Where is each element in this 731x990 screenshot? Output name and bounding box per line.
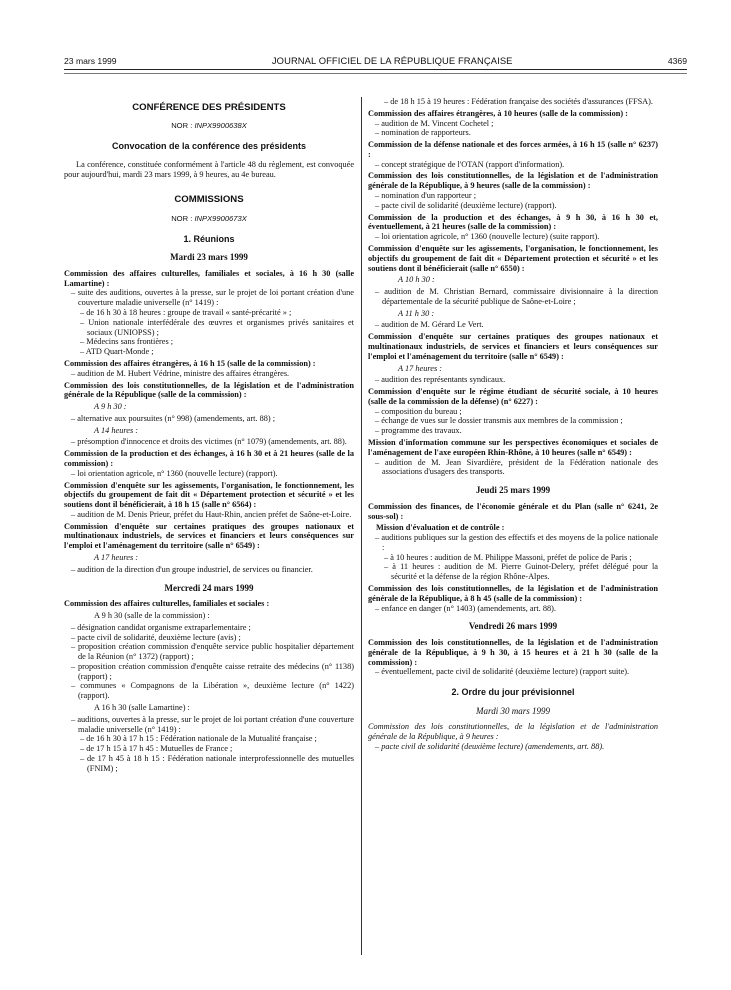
conference-title: CONFÉRENCE DES PRÉSIDENTS <box>132 102 286 113</box>
item-list <box>368 375 658 385</box>
time-heading <box>368 364 658 374</box>
commission-heading <box>368 638 658 667</box>
list-item: – pacte civil de solidarité (deuxième lecture) (rapport). <box>368 201 658 211</box>
item-list <box>368 320 658 330</box>
page-number: 4369 <box>667 56 687 66</box>
time-heading <box>64 426 354 436</box>
list-item: – composition du bureau ; <box>368 407 658 417</box>
commission-name: Commission des affaires étrangères, à 10 heures (salle de la commission) : <box>368 108 628 118</box>
item-list <box>368 407 658 436</box>
nor-label: NOR : <box>171 121 193 131</box>
list-item: – nomination de rapporteurs. <box>368 128 658 138</box>
list-item: – proposition création commission d'enquête caisse retraite des médecins (n° 1138) (rapport) ; <box>64 662 354 682</box>
commission-heading <box>64 381 354 401</box>
list-item: – audition de M. Christian Bernard, commissaire divisionnaire à la direction départementale de la sécurité publique de Saône-et-Loire ; <box>368 287 658 307</box>
time-heading <box>64 402 354 412</box>
column-divider <box>361 97 362 955</box>
list-item: – de 17 h 45 à 18 h 15 : Fédération nationale interprofessionnelle des mutuelles (FNIM) ; <box>64 754 354 774</box>
commissions-title: COMMISSIONS <box>174 194 244 206</box>
list-item: – Union nationale interfédérale des œuvres et organismes privés sanitaires et sociaux (UNIOPSS) ; <box>64 318 354 338</box>
list-item: – nomination d'un rapporteur ; <box>368 191 658 201</box>
section-ordre-du-jour: 2. Ordre du jour prévisionnel <box>451 687 575 698</box>
commission-name: Commission d'enquête sur les agissements, l'organisation, le fonctionnement, les objectifs du groupement de fait dit « Département protection et sécurité » et les soutiens dont il bénéficierait (salle n° 6550) : <box>368 243 658 273</box>
time-label: A 17 heures : <box>94 553 139 563</box>
list-item: – de 18 h 15 à 19 heures : Fédération française des sociétés d'assurances (FFSA). <box>368 97 658 107</box>
list-item: – concept stratégique de l'OTAN (rapport d'information). <box>368 160 658 170</box>
commission-heading <box>368 171 658 191</box>
convocation-title: Convocation de la conférence des présidents <box>111 141 307 152</box>
commission-name: Commission des lois constitutionnelles, de la législation et de l'administration générale de la République (salle de la commission) : <box>64 380 354 400</box>
commission-name: Commission des lois constitutionnelles, de la législation et de l'administration générale de la République, à 9 h 30, à 15 heures et à 21 h 30 (salle de la commission) : <box>368 637 658 667</box>
commission-name: Commission d'enquête sur le régime étudiant de sécurité sociale, à 10 heures (salle de la commission de la défense) (n° 6227) : <box>368 387 658 406</box>
commission-name: Commission des lois constitutionnelles, de la législation et de l'administration générale de la République, à 9 heures (salle de la commission) : <box>368 171 658 191</box>
item-list <box>368 287 658 307</box>
list-item: – éventuellement, pacte civil de solidarité (deuxième lecture) (rapport suite). <box>368 667 658 677</box>
commissions-nor <box>64 215 354 224</box>
item-list <box>64 414 354 424</box>
time-heading: A 9 h 30 (salle de la commission) : <box>94 610 210 620</box>
commission-name: Commission des affaires culturelles, familiales et sociales, à 16 h 30 (salle Lamartine) : <box>64 268 354 288</box>
list-item: – de 16 h 30 à 17 h 15 : Fédération nationale de la Mutualité française ; <box>64 734 354 744</box>
commission-heading <box>368 140 658 160</box>
mission-name: Mission d'évaluation et de contrôle : <box>376 523 505 533</box>
item-list <box>368 533 658 582</box>
time-label: A 9 h 30 : <box>94 402 127 412</box>
time-label: A 11 h 30 : <box>398 308 435 318</box>
item-list <box>64 715 354 774</box>
commission-heading <box>64 269 354 289</box>
right-column <box>368 97 658 752</box>
item-list <box>368 97 658 107</box>
nor-code: INPX9900638X <box>194 121 247 131</box>
list-item: – désignation candidat organisme extraparlementaire ; <box>64 623 354 633</box>
commission-heading <box>368 438 658 458</box>
convocation-text: La conférence, constituée conformément à l'article 48 du règlement, est convoquée pour aujourd'hui, mardi 23 mars 1999, à 9 heures, au 4e bureau. <box>64 159 354 179</box>
commission-heading <box>368 502 658 522</box>
list-item: – enfance en danger (n° 1403) (amendements, art. 88). <box>368 604 658 614</box>
item-list <box>64 437 354 447</box>
list-item: – pacte civil de solidarité, deuxième lecture (avis) ; <box>64 633 354 643</box>
list-item: – de 17 h 15 à 17 h 45 : Mutuelles de France ; <box>64 744 354 754</box>
list-item: – à 10 heures : audition de M. Philippe Massoni, préfet de police de Paris ; <box>368 553 658 563</box>
list-item: – audition de M. Vincent Cochetel ; <box>368 119 658 129</box>
item-list <box>368 604 658 614</box>
list-item: – auditions publiques sur la gestion des effectifs et des moyens de la police nationale : <box>368 533 658 553</box>
commission-heading: Commission des lois constitutionnelles, de la législation et de l'administration générale de la République, à 9 heures : <box>368 722 658 742</box>
left-column <box>64 97 354 773</box>
header-rule <box>64 69 687 74</box>
item-list <box>64 623 354 701</box>
commission-name: Commission des finances, de l'économie générale et du Plan (salle n° 6241, 2e sous-sol) : <box>368 501 658 521</box>
commission-heading <box>368 244 658 273</box>
list-item: – audition des représentants syndicaux. <box>368 375 658 385</box>
list-item: – ATD Quart-Monde ; <box>64 347 354 357</box>
item-list <box>368 667 658 677</box>
list-item: – suite des auditions, ouvertes à la presse, sur le projet de loi portant création d'une couverture maladie universelle (n° 1419) : <box>64 288 354 308</box>
time-heading <box>368 275 658 285</box>
item-list <box>368 742 658 752</box>
list-item: – échange de vues sur le dossier transmis aux membres de la commission ; <box>368 416 658 426</box>
date-heading: Vendredi 26 mars 1999 <box>468 621 558 632</box>
list-item: – de 16 h 30 à 18 heures : groupe de travail « santé-précarité » ; <box>64 308 354 318</box>
commission-name: Commission de la production et des échanges, à 16 h 30 et à 21 heures (salle de la commission) : <box>64 449 354 468</box>
item-list <box>368 119 658 139</box>
list-item: – loi orientation agricole, n° 1360 (nouvelle lecture) (suite rapport). <box>368 232 658 242</box>
journal-title: JOURNAL OFFICIEL DE LA RÉPUBLIQUE FRANÇAISE <box>271 55 513 66</box>
commission-heading <box>368 332 658 361</box>
item-list <box>368 232 658 242</box>
item-list <box>368 458 658 478</box>
commission-name: Commission des affaires étrangères, à 16 h 15 (salle de la commission) : <box>64 358 316 368</box>
list-item: – audition de la direction d'un groupe industriel, de services ou financier. <box>64 565 354 575</box>
date-heading: Mercredi 24 mars 1999 <box>164 582 254 593</box>
list-item: – auditions, ouvertes à la presse, sur le projet de loi portant création d'une couverture maladie universelle (n° 1419) : <box>64 715 354 735</box>
date-heading: Jeudi 25 mars 1999 <box>475 485 551 496</box>
commission-heading <box>64 359 354 369</box>
nor-label: NOR : <box>171 213 193 223</box>
commission-name: Mission d'information commune sur les perspectives économiques et sociales de l'aménagement de l'axe européen Rhin-Rhône, à 10 heures (salle n° 6549) : <box>368 438 658 457</box>
commission-heading <box>368 584 658 604</box>
date-heading: Mardi 30 mars 1999 <box>476 705 550 716</box>
time-heading <box>64 553 354 563</box>
list-item: – loi orientation agricole, n° 1360 (nouvelle lecture) (rapport). <box>64 469 354 479</box>
time-label: A 10 h 30 : <box>398 275 435 285</box>
commission-name: Commission des affaires culturelles, familiales et sociales : <box>64 599 270 609</box>
commission-heading <box>64 522 354 551</box>
commission-heading <box>368 213 658 233</box>
list-item: – audition de M. Gérard Le Vert. <box>368 320 658 330</box>
commission-name: Commission d'enquête sur certaines pratiques des groupes nationaux et multinationaux industriels, de services et financiers et leurs conséquences sur l'emploi et l'aménagement du territoire (salle n° 6549) : <box>64 521 354 551</box>
commission-heading <box>64 481 354 510</box>
time-label: A 17 heures : <box>398 363 443 373</box>
section-reunions: 1. Réunions <box>183 233 235 244</box>
time-label: A 14 heures : <box>94 425 139 435</box>
item-list <box>64 510 354 520</box>
list-item: – proposition création commission d'enquête service public hospitalier département de la Réunion (n° 1372) (rapport) ; <box>64 642 354 662</box>
list-item: – communes « Compagnons de la Libération », deuxième lecture (n° 1422) (rapport). <box>64 681 354 701</box>
header-date: 23 mars 1999 <box>64 56 117 66</box>
item-list <box>64 565 354 575</box>
list-item: – pacte civil de solidarité (deuxième lecture) (amendements, art. 88). <box>368 742 658 752</box>
list-item: – audition de M. Denis Prieur, préfet du Haut-Rhin, ancien préfet de Saône-et-Loire. <box>64 510 354 520</box>
commission-name: Commission de la production et des échanges, à 9 h 30, à 16 h 30 et, éventuellement, à 21 heures (salle de la commission) : <box>368 212 658 232</box>
list-item: – audition de M. Jean Sivardière, président de la Fédération nationale des associations d'usagers des transports. <box>368 458 658 478</box>
commission-name: Commission d'enquête sur certaines pratiques des groupes nationaux et multinationaux industriels, de services et financiers et leurs conséquences sur l'emploi et l'aménagement du territoire (salle n° 6549) : <box>368 332 658 361</box>
commission-name: Commission d'enquête sur les agissements, l'organisation, le fonctionnement, les objectifs du groupement de fait dit « Département protection et sécurité » et les soutiens dont il bénéficierait, à 18 h 15 (salle n° 6564) : <box>64 480 354 510</box>
commission-heading <box>64 449 354 469</box>
list-item: – présomption d'innocence et droits des victimes (n° 1079) (amendements, art. 88). <box>64 437 354 447</box>
time-heading <box>368 309 658 319</box>
page-header <box>64 55 687 66</box>
list-item: – à 11 heures : audition de M. Pierre Guinot-Delery, préfet délégué pour la sécurité et la défense de la région Rhône-Alpes. <box>368 562 658 582</box>
item-list <box>368 191 658 211</box>
list-item: – Médecins sans frontières ; <box>64 337 354 347</box>
item-list <box>64 369 354 379</box>
item-list <box>368 160 658 170</box>
time-heading: A 16 h 30 (salle Lamartine) : <box>94 703 190 712</box>
commission-name: Commission de la défense nationale et des forces armées, à 16 h 15 (salle n° 6237) : <box>368 140 658 159</box>
commission-heading <box>368 387 658 407</box>
commission-heading <box>368 109 658 119</box>
list-item: – programme des travaux. <box>368 426 658 436</box>
nor-code: INPX9900673X <box>194 213 247 223</box>
commission-name: Commission des lois constitutionnelles, de la législation et de l'administration générale de la République, à 8 h 45 (salle de la commission) : <box>368 583 658 603</box>
list-item: – audition de M. Hubert Védrine, ministre des affaires étrangères. <box>64 369 354 379</box>
list-item: – alternative aux poursuites (n° 998) (amendements, art. 88) ; <box>64 414 354 424</box>
commission-heading <box>64 599 354 609</box>
item-list <box>64 288 354 356</box>
date-heading: Mardi 23 mars 1999 <box>170 252 248 263</box>
mission-heading <box>368 523 658 533</box>
item-list <box>64 469 354 479</box>
conference-nor <box>64 122 354 131</box>
